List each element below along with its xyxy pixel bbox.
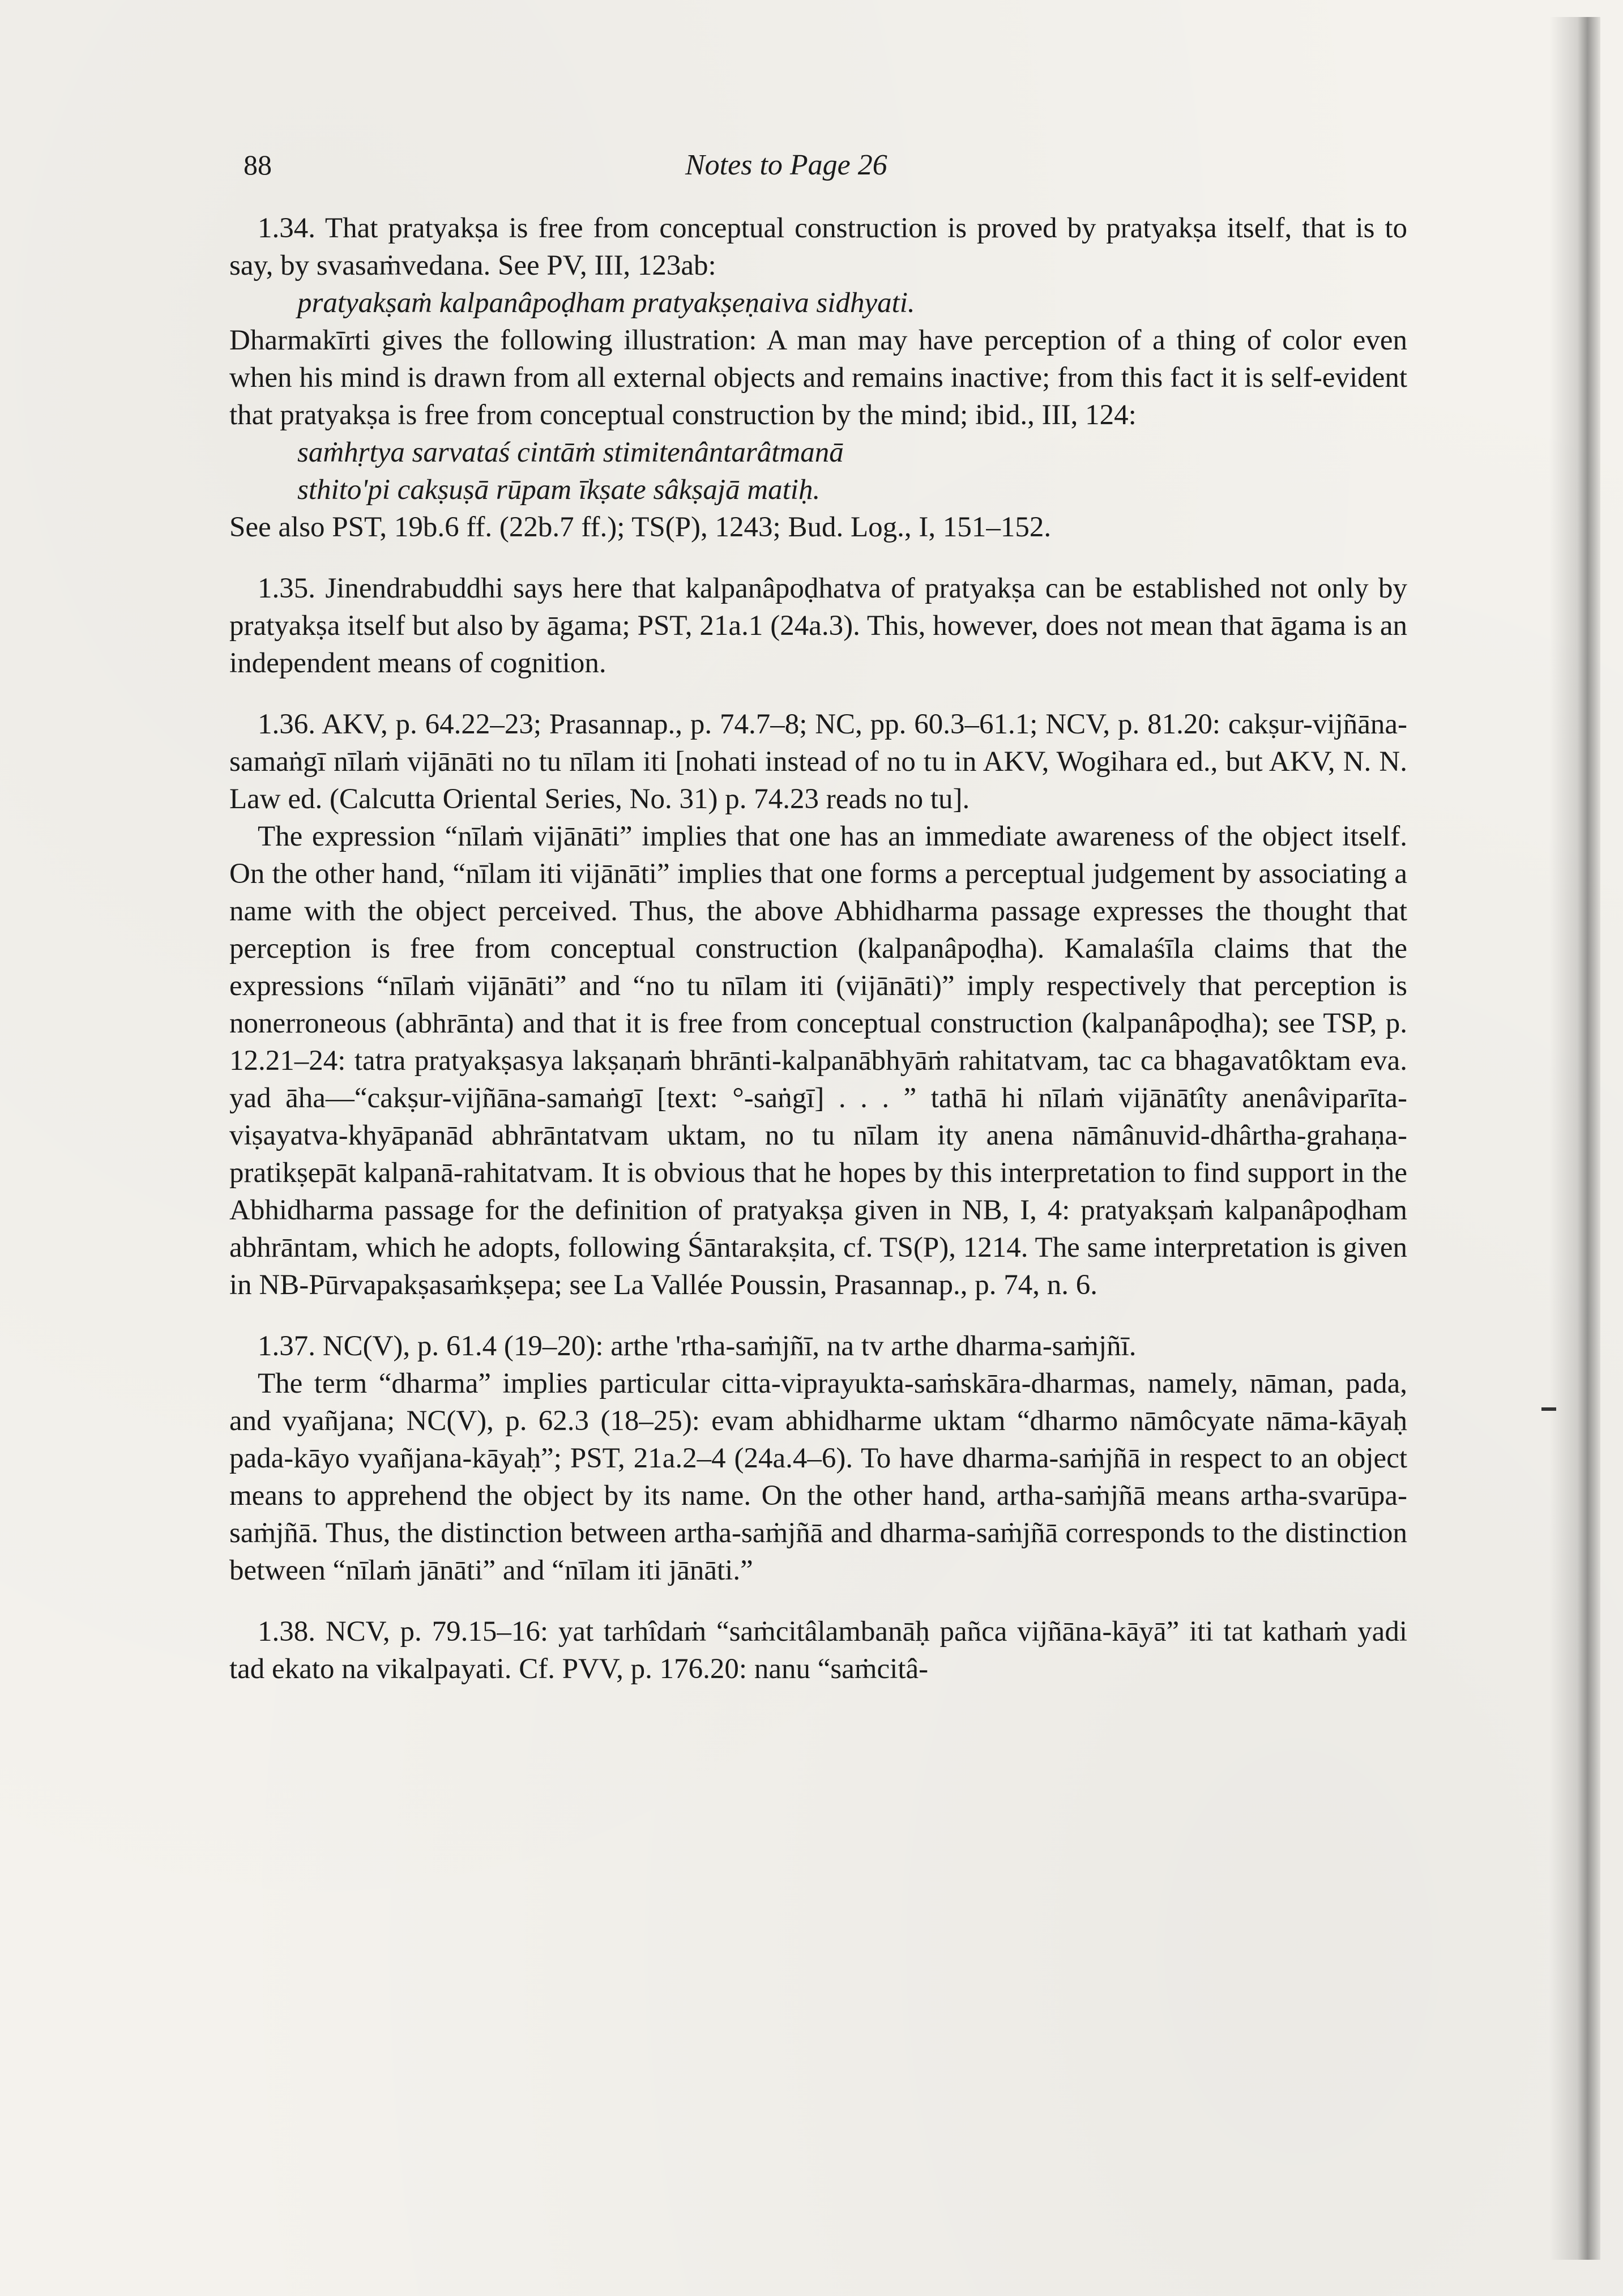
note-paragraph: See also PST, 19b.6 ff. (22b.7 ff.); TS(P), 1243; Bud. Log., I, 151–152.	[229, 511, 1052, 543]
running-head	[244, 148, 1410, 194]
note-paragraph: 1.35. Jinendrabuddhi says here that kalpanâpoḍhatva of pratyakṣa can be established not only by pratyakṣa itself but also by āgama; PST, 21a.1 (24a.3). This, however, does not mean that āgama is an independent means of cognition.	[229, 573, 1407, 679]
verse-line: pratyakṣaṁ kalpanâpoḍham pratyakṣeṇaiva sidhyati.	[297, 287, 915, 319]
page-number: 88	[244, 149, 272, 181]
page-edge-shadow	[1549, 17, 1600, 2260]
verse-quote	[297, 434, 1407, 509]
note-1-38	[229, 1613, 1407, 1688]
note-paragraph: 1.37. NC(V), p. 61.4 (19–20): arthe 'rtha-saṁjñī, na tv arthe dharma-saṁjñī.	[258, 1330, 1137, 1362]
verse-line: saṁhṛtya sarvataś cintāṁ stimitenântarâtmanā	[297, 437, 844, 468]
note-1-35	[229, 570, 1407, 682]
note-1-36	[229, 706, 1407, 1304]
note-paragraph: 1.38. NCV, p. 79.15–16: yat tarhîdaṁ “saṁcitâlambanāḥ pañca vijñāna-kāyā” iti tat kathaṁ yadi tad ekato na vikalpayati. Cf. PVV, p. 176.20: nanu “saṁcitâ-	[229, 1616, 1407, 1685]
note-paragraph: 1.36. AKV, p. 64.22–23; Prasannap., p. 74.7–8; NC, pp. 60.3–61.1; NCV, p. 81.20: cakṣur-vijñāna-samaṅgī nīlaṁ vijānāti no tu nīlam iti [nohati instead of no tu in AKV, Wogihara ed., but AKV, N. N. Law ed. (Calcutta Oriental Series, No. 31) p. 74.23 reads no tu].	[229, 709, 1407, 815]
note-paragraph: The expression “nīlaṁ vijānāti” implies that one has an immediate awareness of the object itself. On the other hand, “nīlam iti vijānāti” implies that one forms a perceptual judgement by associating a name with the object perceived. Thus, the above Abhidharma passage expresses the thought that perception is free from conceptual construction (kalpanâpoḍha). Kamalaśīla claims that the expressions “nīlaṁ vijānāti” and “no tu nīlam iti (vijānāti)” imply respectively that perception is nonerroneous (abhrānta) and that it is free from conceptual construction (kalpanâpoḍha); see TSP, p. 12.21–24: tatra pratyakṣasya lakṣaṇaṁ bhrānti-kalpanābhyāṁ rahitatvam, tac ca bhagavatôktam eva. yad āha—“cakṣur-vijñāna-samaṅgī [text: °-saṅgī] . . . ” tathā hi nīlaṁ vijānātîty anenâviparīta-viṣayatva-khyāpanād abhrāntatvam uktam, no tu nīlam ity anena nāmânuvid-dhârtha-grahaṇa-pratikṣepāt kalpanā-rahitatvam. It is obvious that he hopes by this interpretation to find support in the Abhidharma passage for the definition of pratyakṣa given in NB, I, 4: pratyakṣaṁ kalpanâpoḍham abhrāntam, which he adopts, following Śāntarakṣita, cf. TS(P), 1214. The same interpretation is given in NB-Pūrvapakṣasaṁkṣepa; see La Vallée Poussin, Prasannap., p. 74, n. 6.	[229, 821, 1407, 1301]
verse-line: sthito'pi cakṣuṣā rūpam īkṣate sâkṣajā matiḥ.	[297, 474, 821, 506]
notes-body	[229, 210, 1407, 1712]
note-paragraph: 1.34. That pratyakṣa is free from conceptual construction is proved by pratyakṣa itself, that is to say, by svasaṁvedana. See PV, III, 123ab:	[229, 212, 1407, 281]
verse-quote	[297, 284, 1407, 322]
note-1-34	[229, 210, 1407, 546]
running-title: Notes to Page 26	[685, 149, 887, 181]
note-1-37	[229, 1328, 1407, 1589]
note-paragraph: Dharmakīrti gives the following illustration: A man may have perception of a thing of color even when his mind is drawn from all external objects and remains inactive; from this fact it is self-evident that pratyakṣa is free from conceptual construction by the mind; ibid., III, 124:	[229, 325, 1407, 431]
note-paragraph: The term “dharma” implies particular citta-viprayukta-saṁskāra-dharmas, namely, nāman, pada, and vyañjana; NC(V), p. 62.3 (18–25): evam abhidharme uktam “dharmo nāmôcyate nāma-kāyaḥ pada-kāyo vyañjana-kāyaḥ”; PST, 21a.2–4 (24a.4–6). To have dharma-saṁjñā in respect to an object means to apprehend the object by its name. On the other hand, artha-saṁjñā means artha-svarūpa-saṁjñā. Thus, the distinction between artha-saṁjñā and dharma-saṁjñā corresponds to the distinction between “nīlaṁ jānāti” and “nīlam iti jānāti.”	[229, 1368, 1407, 1586]
margin-mark	[1541, 1407, 1556, 1411]
